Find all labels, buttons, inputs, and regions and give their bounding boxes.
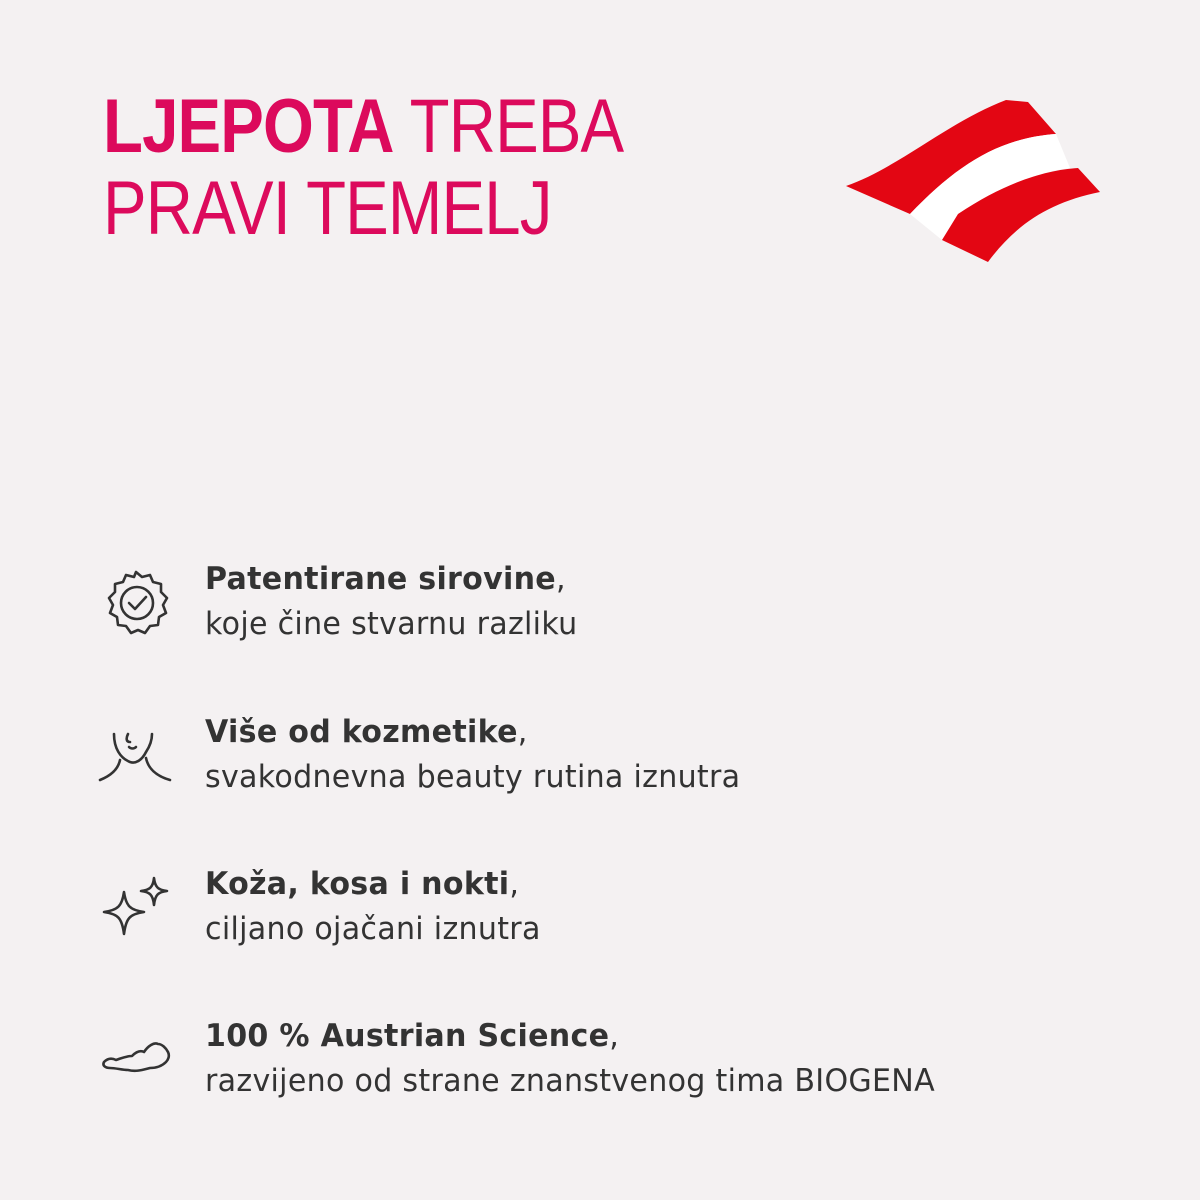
certified-badge-icon: [96, 562, 178, 644]
headline-line2: PRAVI TEMELJ: [103, 166, 552, 251]
feature-text: [205, 710, 740, 800]
feature-item-cosmetics: [0, 710, 1200, 810]
feature-text: [205, 557, 577, 647]
feature-subtitle: razvijeno od strane znanstvenog tima BIOGENA: [205, 1063, 935, 1099]
headline-bold: LJEPOTA: [103, 84, 394, 169]
feature-item-skin-hair-nails: [0, 862, 1200, 962]
feature-text: [205, 862, 541, 952]
feature-title: 100 % Austrian Science: [205, 1018, 610, 1054]
austria-map-icon: [96, 1018, 178, 1100]
feature-text: [205, 1014, 935, 1104]
feature-title: Više od kozmetike: [205, 714, 518, 750]
headline-rest: TREBA: [393, 84, 624, 169]
feature-item-patented: [0, 557, 1200, 657]
feature-title: Koža, kosa i nokti: [205, 866, 510, 902]
feature-suffix: ,: [556, 561, 566, 597]
feature-suffix: ,: [609, 1018, 620, 1054]
feature-item-austrian-science: [0, 1014, 1200, 1114]
sparkles-icon: [96, 872, 178, 954]
feature-subtitle: koje čine stvarnu razliku: [205, 606, 578, 642]
feature-suffix: ,: [517, 714, 528, 750]
face-neck-icon: [96, 714, 178, 796]
feature-subtitle: svakodnevna beauty rutina iznutra: [205, 759, 741, 795]
feature-title: Patentirane sirovine: [205, 561, 557, 597]
feature-suffix: ,: [509, 866, 520, 902]
feature-subtitle: ciljano ojačani iznutra: [205, 911, 541, 947]
